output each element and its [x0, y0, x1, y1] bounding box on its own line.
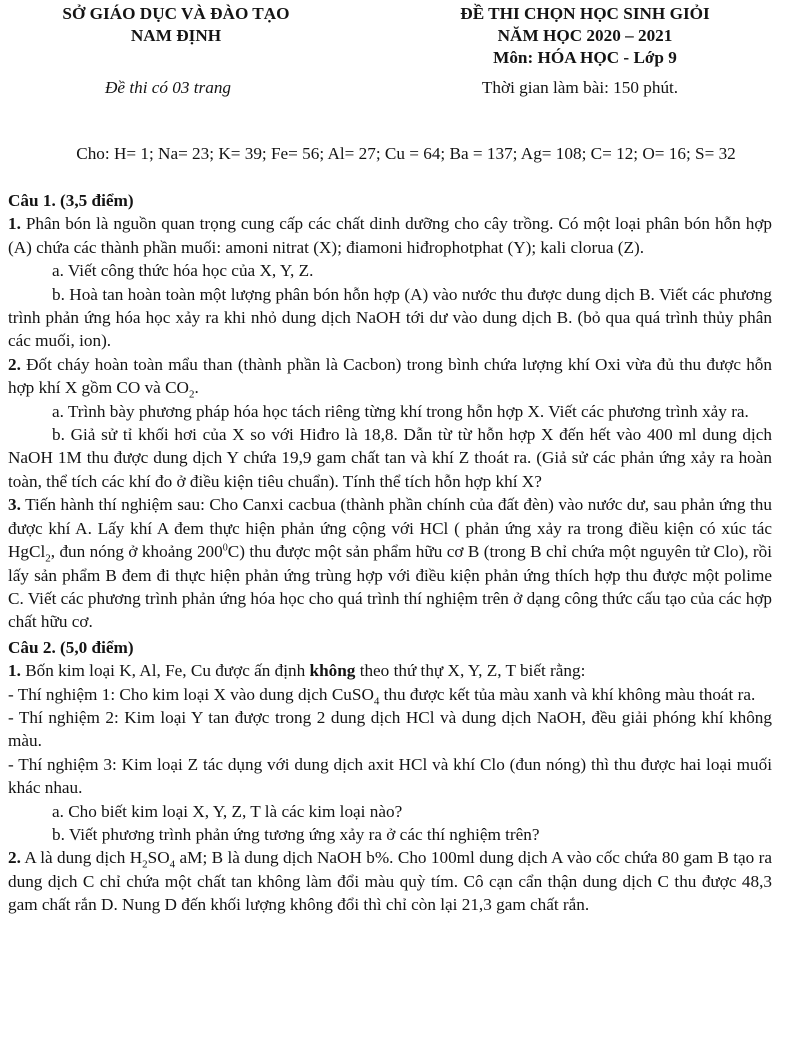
time-limit-note: Thời gian làm bài: 150 phút.	[481, 78, 679, 97]
question-1-heading: Câu 1. (3,5 điểm)	[8, 191, 134, 210]
subscript: 2	[45, 552, 51, 565]
subject: Môn: HÓA HỌC - Lớp 9	[493, 48, 677, 67]
q2-part2-number: 2.	[8, 848, 21, 868]
q1-part3-number: 3.	[8, 495, 21, 515]
q2-part1-text: Bốn kim loại K, Al, Fe, Cu được ấn định	[25, 661, 306, 681]
subscript: 2	[188, 388, 195, 401]
q2-part1-emphasis: không	[309, 661, 356, 681]
q2-part2-formula: SO	[147, 848, 170, 868]
experiment-3: - Thí nghiệm 3: Kim loại Z tác dụng với dung dịch axit HCl và khí Clo (đun nóng) thì thu được hai loại muối khác nhau.	[8, 754, 772, 798]
q1-part2-a: a. Trình bày phương pháp hóa học tách riêng từng khí trong hỗn hợp X. Viết các phương trình xảy ra.	[52, 401, 749, 421]
atomic-masses: Cho: H= 1; Na= 23; K= 39; Fe= 56; Al= 27; Cu = 64; Ba = 137; Ag= 108; C= 12; O= 16; S= 32	[76, 144, 736, 163]
q1-part3-text-end: C) thu được một sản phẩm hữu cơ B (trong B chỉ chứa một nguyên tử Clo), rồi lấy sản phẩm B đem đi thực hiện phản ứng trùng hợp với điều kiện phản ứng thích hợp thu được một polime C. Viết các phương trình phản ứng hóa học cho quá trình thí nghiệm trên ở dạng công thức cấu tạo của các hợp chất hữu cơ.	[8, 542, 773, 632]
q1-part3	[8, 493, 772, 633]
exam-body	[8, 187, 772, 917]
question-2-heading: Câu 2. (5,0 điểm)	[8, 637, 134, 657]
q2-part2-text-end: aM; B là dung dịch NaOH b%. Cho 100ml dung dịch A vào cốc chứa 80 gam B tạo ra dung dịch C chỉ chứa một chất tan không làm đổi màu quỳ tím. Cô cạn cẩn thận dung dịch C thu được 48,3 gam chất rắn D. Nung D đến khối lượng không đổi thì chỉ còn lại 21,3 gam chất rắn.	[8, 848, 773, 915]
q1-part2-text-end: .	[194, 378, 199, 398]
q1-part1-number: 1.	[8, 214, 21, 234]
experiment-1-text-end: thu được kết tủa màu xanh và khí không màu thoát ra.	[383, 684, 756, 704]
q1-part1-text: Phân bón là nguồn quan trọng cung cấp các chất dinh dưỡng cho cây trồng. Có một loại phân bón hỗn hợp (A) chứa các thành phần muối: amoni nitrat (X); điamoni hiđrophotphat (Y); kali clorua (Z).	[8, 214, 772, 257]
q1-part2	[8, 353, 772, 400]
q1-part1-b: b. Hoà tan hoàn toàn một lượng phân bón hỗn hợp (A) vào nước thu được dung dịch B. Viết các phương trình phản ứng hóa học xảy ra khi nhỏ dung dịch NaOH tới dư vào dung dịch B. (bỏ qua quá trình thủy phân các muối, ion).	[8, 284, 772, 351]
q2-part1	[8, 659, 772, 682]
q1-part1	[8, 212, 772, 259]
school-year: NĂM HỌC 2020 – 2021	[497, 26, 673, 45]
q2-part2	[8, 846, 772, 916]
q2-part1-text-end: theo thứ thự X, Y, Z, T biết rằng:	[359, 661, 586, 681]
subscript: 4	[373, 694, 380, 707]
department-name: SỞ GIÁO DỤC VÀ ĐÀO TẠO	[62, 4, 290, 23]
q2-part1-a: a. Cho biết kim loại X, Y, Z, T là các kim loại nào?	[52, 801, 403, 821]
exam-title: ĐỀ THI CHỌN HỌC SINH GIỎI	[460, 4, 710, 23]
subscript: 2	[142, 858, 148, 871]
page-count-note: Đề thi có 03 trang	[104, 78, 232, 97]
province-name: NAM ĐỊNH	[130, 26, 222, 45]
q2-part2-text: A là dung dịch H	[24, 848, 143, 868]
experiment-1-text: - Thí nghiệm 1: Cho kim loại X vào dung dịch CuSO	[8, 684, 374, 704]
department-block	[26, 3, 326, 47]
q1-part2-text: Đốt cháy hoàn toàn mẩu than (thành phần là Cacbon) trong bình chứa lượng khí Oxi vừa đủ thu được hỗn hợp khí X gồm CO và CO	[8, 354, 772, 398]
q1-part2-number: 2.	[8, 354, 21, 374]
q2-part1-b: b. Viết phương trình phản ứng tương ứng xảy ra ở các thí nghiệm trên?	[52, 824, 540, 844]
q2-part1-number: 1.	[8, 661, 21, 681]
q1-part3-text-mid: , đun nóng ở khoảng 200	[50, 542, 223, 562]
subscript: 4	[169, 858, 176, 871]
exam-header	[0, 0, 800, 100]
q1-part2-b: b. Giả sử tỉ khối hơi của X so với Hiđro là 18,8. Dẫn từ từ hỗn hợp X đến hết vào 400 ml dung dịch NaOH 1M thu được dung dịch Y chứa 19,9 gam chất tan và khí Z thoát ra. (Giả sử các phản ứng xảy ra hoàn toàn, thể tích các khí đo ở điều kiện tiêu chuẩn). Tính thể tích hỗn hợp khí X?	[8, 425, 772, 491]
q1-part3-text: Tiến hành thí nghiệm sau: Cho Canxi cacbua (thành phần chính của đất đèn) vào nước dư, sau phản ứng thu được khí A. Lấy khí A đem thực hiện phản ứng cộng với HCl ( phản ứng xảy ra trong điều kiện có xúc tác HgCl	[8, 495, 772, 562]
q1-part1-a: a. Viết công thức hóa học của X, Y, Z.	[52, 261, 314, 281]
experiment-1	[8, 683, 772, 706]
experiment-2: - Thí nghiệm 2: Kim loại Y tan được trong 2 dung dịch HCl và dung dịch NaOH, đều giải phóng khí không màu.	[8, 707, 772, 751]
exam-title-block	[400, 3, 770, 69]
superscript: 0	[222, 542, 228, 554]
